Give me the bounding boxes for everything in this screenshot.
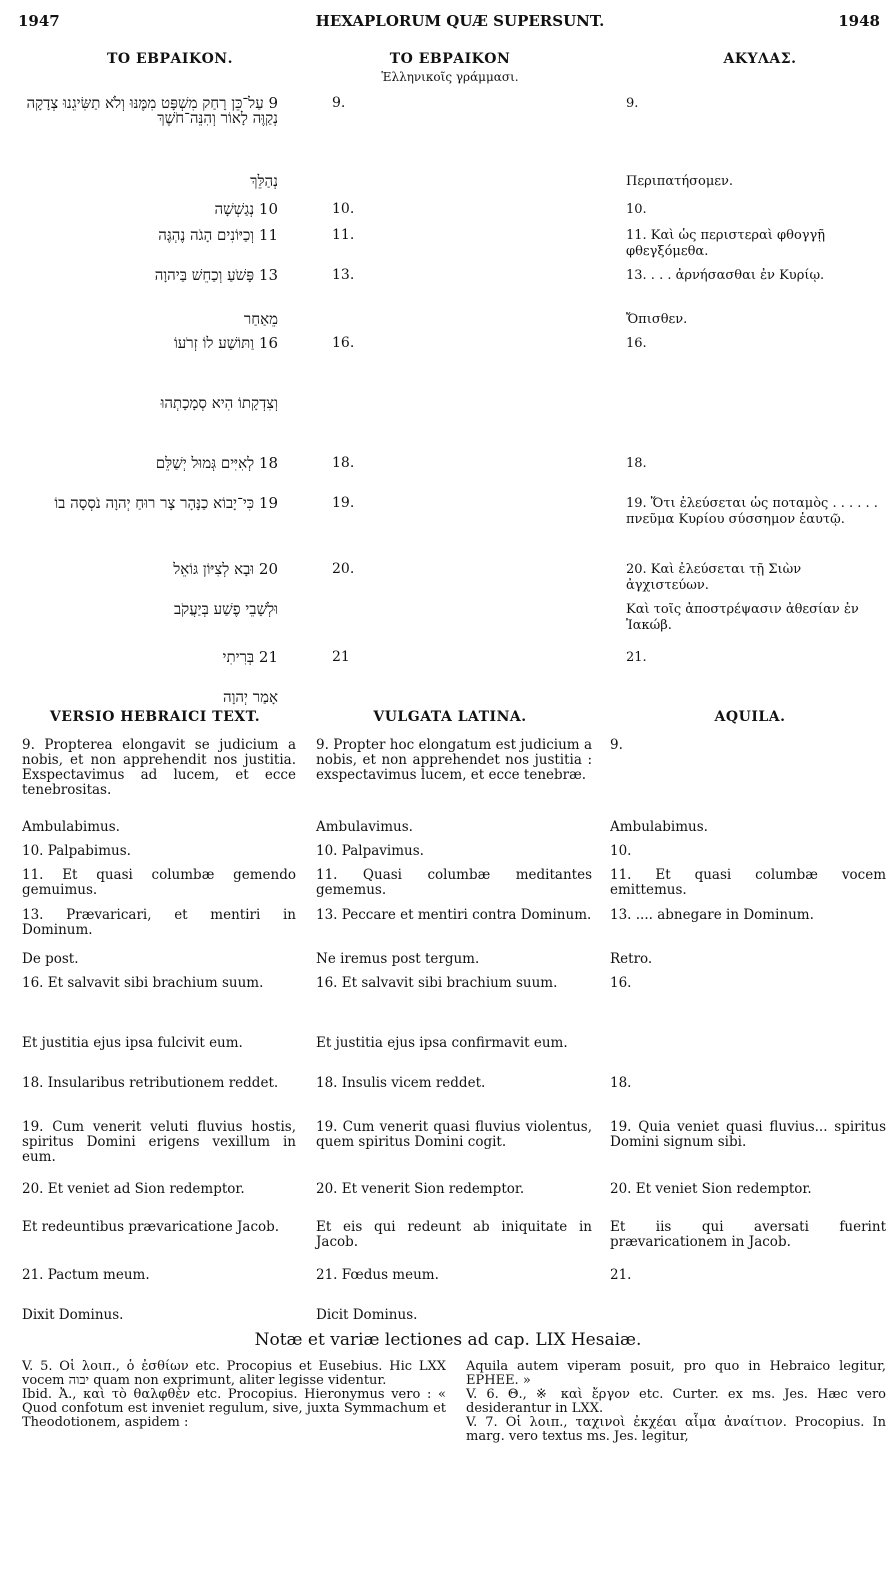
aquila-greek-line: 13. . . . ἀρνήσασθαι ἐν Κυρίῳ. (626, 268, 825, 283)
latin-col3-entry: 16. (610, 975, 632, 991)
notes-right-column (466, 1360, 886, 1444)
latin-col1-entry: 13. Prævaricari, et mentiri in Dominum. (22, 907, 296, 938)
latin-col2-head: VULGATA LATINA. (373, 709, 527, 725)
verse-number: 20. (332, 561, 355, 577)
latin-col3-entry: 21. (610, 1267, 632, 1283)
aquila-greek-line: 11. Καὶ ὡς περιστεραὶ φθογγῇ φθεγξόμεθα. (626, 228, 826, 259)
latin-col1-entry: 18. Insularibus retributionem reddet. (22, 1075, 279, 1091)
hebrew-line: 11 וְכַיּוֹנִים הָגֹה נֶהְגֶּה (158, 226, 278, 244)
hebrew-line: 20 וּבָא לְצִיּוֹן גּוֹאֵל (173, 560, 278, 578)
latin-col1-entry: 20. Et veniet ad Sion redemptor. (22, 1181, 245, 1197)
latin-col3-entry: 20. Et veniet Sion redemptor. (610, 1181, 812, 1197)
latin-col2-entry: 16. Et salvavit sibi brachium suum. (316, 975, 558, 991)
hebrew-line: אָמַר יְהוָה (222, 688, 278, 706)
aquila-greek-line: 20. Καὶ ἐλεύσεται τῇ Σιὼν ἀγχιστεύων. (626, 562, 802, 593)
note-paragraph: Ibid. Ἀ., καὶ τὸ θαλφθὲν etc. Procopius. Hieronymus vero : « Quod confotum est inveniet regulum, sive, juxta Symmachum et Theodotionem, aspidem : (22, 1387, 446, 1430)
aquila-greek-line: 10. (626, 202, 647, 217)
aquila-greek-line: 18. (626, 456, 647, 471)
hebrew-line: 21 בְּרִיתִי (222, 648, 278, 666)
aquila-greek-line: 21. (626, 650, 647, 665)
latin-col1-entry: 9. Propterea elongavit se judicium a nobis, et non apprehendit nos justitia. Exspectavimus ad lucem, et ecce tenebrositas. (22, 737, 296, 798)
latin-col3-entry: Et iis qui aversati fuerint prævaricationem in Jacob. (610, 1219, 886, 1250)
note-paragraph: V. 7. Οἱ λοιπ., ταχινοὶ ἐκχέαι αἷμα ἀναίτιον. Procopius. In marg. vero textus ms. Jes. legitur, (466, 1415, 886, 1444)
verse-number: 19. (332, 495, 355, 511)
hebrew-line: 10 נְגַשְׁשָׁה (214, 200, 278, 218)
page-number-right: 1948 (838, 12, 880, 30)
latin-col1-head: VERSIO HEBRAICI TEXT. (49, 709, 261, 725)
page-number-left: 1947 (18, 12, 60, 30)
verse-number: 10. (332, 201, 355, 217)
latin-col1-entry: Et justitia ejus ipsa fulcivit eum. (22, 1035, 243, 1051)
hebrew-line: מֵאַחַר (243, 310, 278, 328)
verse-number: 21 (332, 649, 350, 665)
latin-col3-entry: 19. Quia veniet quasi fluvius... spiritus Domini signum sibi. (610, 1119, 886, 1150)
note-paragraph: Aquila autem viperam posuit, pro quo in Hebraico legitur, EPHEE. » (466, 1359, 886, 1388)
latin-col3-entry: 13. .... abnegare in Dominum. (610, 907, 814, 923)
latin-col1-entry: Dixit Dominus. (22, 1307, 124, 1323)
latin-col3-entry: 18. (610, 1075, 632, 1091)
latin-col1-entry: Et redeuntibus prævaricatione Jacob. (22, 1219, 280, 1235)
aquila-greek-line: 19. Ὅτι ἐλεύσεται ὡς ποταμὸς . . . . . . πνεῦμα Κυρίου σύσσημον ἑαυτῷ. (626, 496, 878, 527)
verse-number: 11. (332, 227, 355, 243)
latin-col3-head: AQUILA. (714, 709, 786, 725)
latin-col2-entry: 9. Propter hoc elongatum est judicium a nobis, et non apprehendet nos justitia : exspectavimus lucem, et ecce tenebræ. (316, 737, 592, 783)
aquila-greek-line: Καὶ τοῖς ἀποστρέψασιν ἀθεσίαν ἐν Ἰακώβ. (626, 602, 859, 633)
latin-col2-entry: Et eis qui redeunt ab iniquitate in Jacob. (316, 1219, 592, 1250)
latin-col2-entry: Dicit Dominus. (316, 1307, 418, 1323)
notes-title: Notæ et variæ lectiones ad cap. LIX Hesaiæ. (254, 1330, 642, 1350)
aquila-greek-line: 9. (626, 96, 639, 111)
latin-col3-entry: 10. (610, 843, 632, 859)
hebrew-line: 13 פָּשֹׁעַ וְכַחֵשׁ בַּיהוָה (154, 266, 278, 284)
col-hebrew-head: ΤΟ ΕΒΡΑΙΚΟΝ. (107, 51, 233, 67)
latin-col2-entry: 13. Peccare et mentiri contra Dominum. (316, 907, 592, 923)
hebrew-line: וְצִדְקָתוֹ הִיא סְמָכָתְהוּ (160, 394, 278, 412)
hebrew-line: 16 וַתּוֹשַׁע לוֹ זְרֹעוֹ (173, 334, 278, 352)
hebrew-line: וּלְשָׁבֵי פֶשַׁע בְּיַעֲקֹב (173, 600, 278, 618)
latin-col2-entry: Ambulavimus. (316, 819, 413, 835)
latin-col1-entry: 19. Cum venerit veluti fluvius hostis, spiritus Domini erigens vexillum in eum. (22, 1119, 296, 1165)
hebrew-line: 19 כִּי־יָבוֹא כַנָּהָר צָר רוּחַ יְהוָה נֹסְסָה בוֹ (54, 494, 278, 512)
latin-col1-entry: 11. Et quasi columbæ gemendo gemuimus. (22, 867, 296, 898)
latin-col2-entry: Ne iremus post tergum. (316, 951, 480, 967)
latin-col3-entry: Retro. (610, 951, 653, 967)
hebrew-line: 9 עַל־כֵּן רָחַק מִשְׁפָּט מִמֶּנּוּ וְלֹא תַשִּׂיגֵנוּ צְדָקָה נְקַוֶּה לָאוֹר וְהִנֵּה־חֹשֶׁךְ (26, 94, 278, 127)
latin-col1-entry: 16. Et salvavit sibi brachium suum. (22, 975, 264, 991)
col-transliteration-subhead: Ἑλληνικοῖς γράμμασι. (381, 70, 519, 84)
latin-col2-entry: Et justitia ejus ipsa confirmavit eum. (316, 1035, 568, 1051)
note-paragraph: V. 6. Θ., ※ καὶ ἔργον etc. Curter. ex ms. Jes. Hæc vero desiderantur in LXX. (466, 1387, 886, 1416)
latin-col1-entry: 21. Pactum meum. (22, 1267, 150, 1283)
latin-col3-entry: 11. Et quasi columbæ vocem emittemus. (610, 867, 886, 898)
verse-number: 18. (332, 455, 355, 471)
latin-col2-entry: 20. Et venerit Sion redemptor. (316, 1181, 525, 1197)
aquila-greek-line: 16. (626, 336, 647, 351)
verse-number: 9. (332, 95, 346, 111)
verse-number: 13. (332, 267, 355, 283)
latin-col2-entry: 19. Cum venerit quasi fluvius violentus, quem spiritus Domini cogit. (316, 1119, 592, 1150)
aquila-greek-line: Ὄπισθεν. (626, 312, 688, 327)
latin-col2-entry: 18. Insulis vicem reddet. (316, 1075, 486, 1091)
hebrew-line: נְהַלֵּךְ (250, 172, 278, 190)
aquila-greek-line: Περιπατήσομεν. (626, 174, 734, 189)
col-transliteration-head: ΤΟ ΕΒΡΑΙΚΟΝ (389, 51, 511, 67)
latin-col3-entry: Ambulabimus. (610, 819, 708, 835)
latin-col3-entry: 9. (610, 737, 623, 753)
notes-left-column (22, 1360, 446, 1430)
latin-col2-entry: 10. Palpavimus. (316, 843, 424, 859)
verse-number: 16. (332, 335, 355, 351)
hebrew-line: 18 לְאִיִּים גְּמוּל יְשַׁלֵּם (155, 454, 278, 472)
latin-col1-entry: De post. (22, 951, 79, 967)
col-aquila-greek-head: ΑΚΥΛΑΣ. (723, 51, 797, 67)
latin-col1-entry: Ambulabimus. (22, 819, 120, 835)
latin-col2-entry: 11. Quasi columbæ meditantes gememus. (316, 867, 592, 898)
latin-col2-entry: 21. Fœdus meum. (316, 1267, 439, 1283)
note-paragraph: V. 5. Οἱ λοιπ., ὁ ἐσθίων etc. Procopius et Eusebius. Hic LXX vocem יבוה quam non exprimunt, aliter legisse videntur. (22, 1359, 446, 1388)
latin-col1-entry: 10. Palpabimus. (22, 843, 131, 859)
running-title: HEXAPLORUM QUÆ SUPERSUNT. (315, 12, 605, 30)
